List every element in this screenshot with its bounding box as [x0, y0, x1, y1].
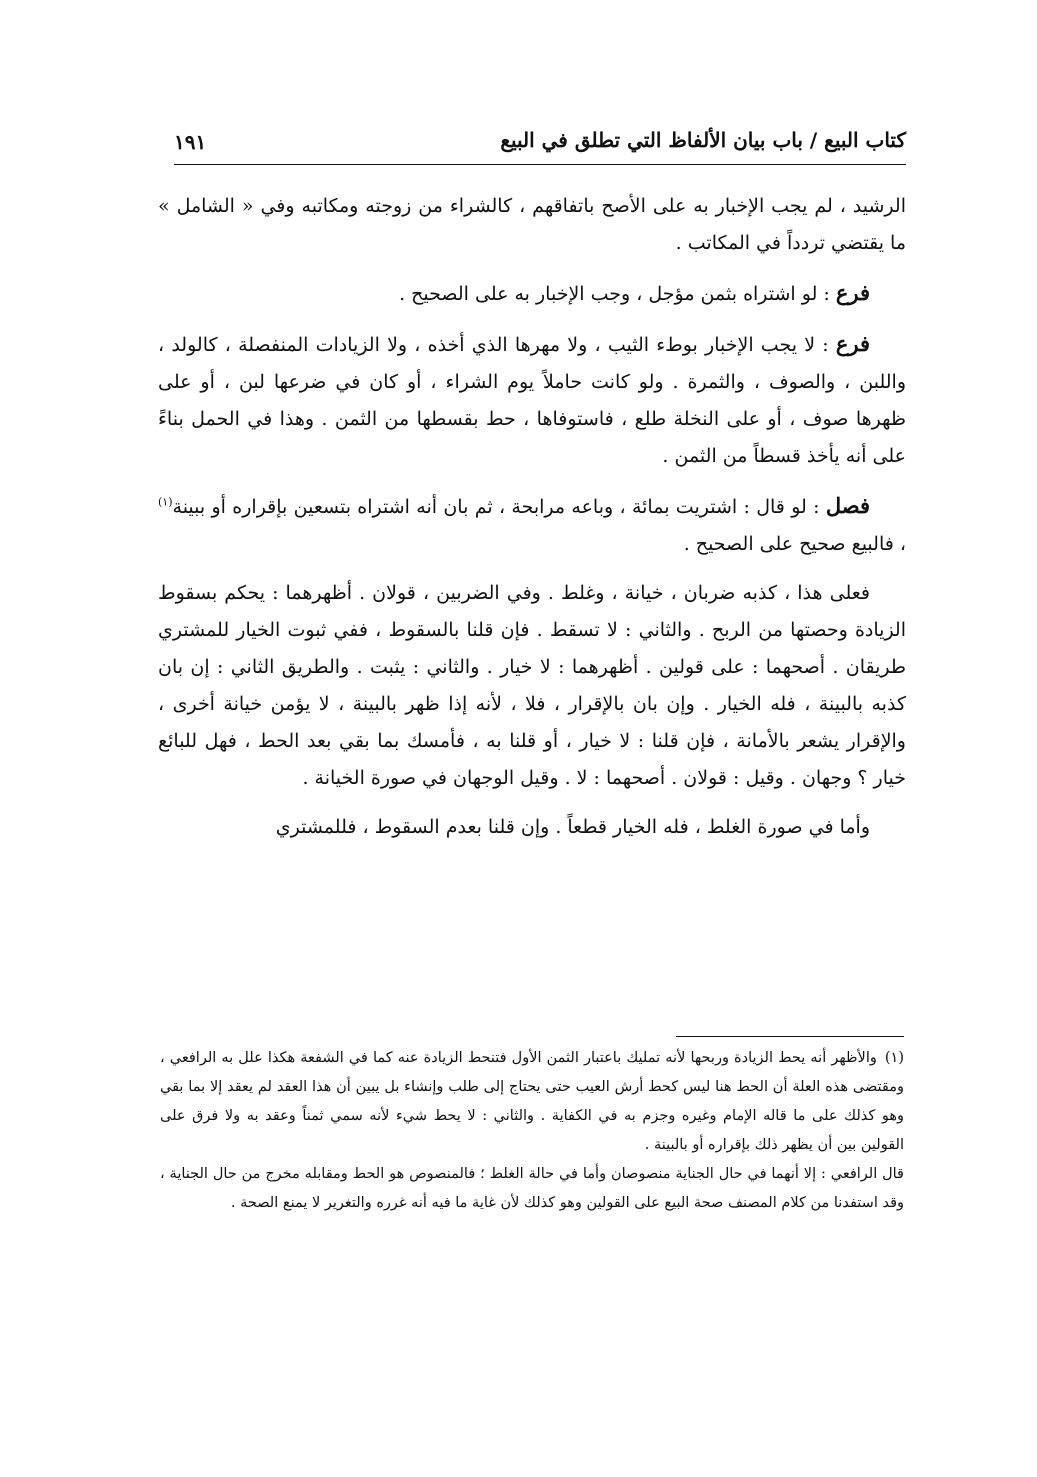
page-number: ١٩١: [174, 130, 207, 154]
footnotes: [160, 1044, 904, 1218]
paragraph-3: [158, 325, 906, 475]
paragraph-2: [158, 274, 906, 313]
paragraph-1: الرشيد ، لم يجب الإخبار به على الأصح باتفاقهم ، كالشراء من زوجته ومكاتبه وفي « الشامل » ما يقتضي تردداً في المكاتب .: [158, 195, 906, 254]
paragraph-5: فعلى هذا ، كذبه ضربان ، خيانة ، وغلط . وفي الضربين ، قولان . أظهرهما : يحكم بسقوط الزيادة وحصتها من الربح . والثاني : لا تسقط . فإن قلنا بالسقوط ، ففي ثبوت الخيار للمشتري طريقان . أصحهما : على قولين . أظهرهما : لا خيار . والثاني : يثبت . والطريق الثاني : إن بان كذبه بالبينة ، فله الخيار . وإن بان بالإقرار ، فلا ، لأنه إذا ظهر بالبينة ، لا يؤمن خيانة أخرى ، والإقرار يشعر بالأمانة ، فإن قلنا : لا خيار ، أو قلنا به ، فأمسك بما بقي بعد الحط ، فهل للبائع خيار ؟ وجهان . وقيل : قولان . أصحهما : لا . وقيل الوجهان في صورة الخيانة .: [158, 582, 906, 789]
paragraph-4: [158, 487, 906, 563]
paragraph-4-text: : لو قال : اشتريت بمائة ، وباعه مرابحة ، ثم بان أنه اشتراه بتسعين بإقراره أو ببينة: [172, 496, 826, 518]
footnote-1: [160, 1044, 904, 1160]
paragraph-4-end: ، فالبيع صحيح على الصحيح .: [683, 533, 906, 555]
paragraph-4-lead: فصل: [825, 493, 870, 518]
footnote-divider: [676, 1036, 904, 1037]
footnote-reference: (١): [158, 495, 173, 509]
footnote-marker: (١): [884, 1050, 904, 1066]
paragraph-3-lead: فرع: [835, 331, 870, 356]
page-header: [174, 128, 906, 165]
footnote-1-continuation: قال الرافعي : إلا أنهما في حال الجناية منصوصان وأما في حالة الغلط ؛ فالمنصوص هو الحط ومقابله مخرج من حال الجناية ، وقد استفدنا من كلام المصنف صحة البيع على القولين وهو كذلك لأن غاية ما فيه أنه غرره والتغرير لا يمنع الصحة .: [160, 1166, 904, 1211]
running-title: كتاب البيع / باب بيان الألفاظ التي تطلق في البيع: [500, 128, 906, 152]
paragraph-2-lead: فرع: [835, 280, 870, 305]
footnote-1-text: والأظهر أنه يحط الزيادة وربحها لأنه تمليك باعتبار الثمن الأول فتنحط الزيادة عنه كما في الشفعة هكذا علل به الرافعي ، ومقتضى هذه العلة أن الحط هنا ليس كحط أرش العيب حتى يحتاج إلى طلب وإنشاء بل يبين أن هذا العقد لم يعقد إلا بما بقي وهو كذلك على ما قاله الإمام وغيره وجزم به في الكفاية . والثاني : لا يحط شيء لأنه سمي ثمناً وعقد به ولا فرق على القولين بين أن يظهر ذلك بإقراره أو بالبينة .: [160, 1050, 904, 1153]
main-text: [158, 188, 906, 858]
paragraph-6: وأما في صورة الغلط ، فله الخيار قطعاً . وإن قلنا بعدم السقوط ، فللمشتري: [275, 816, 870, 838]
paragraph-3-text: : لا يجب الإخبار بوطء الثيب ، ولا مهرها الذي أخذه ، ولا الزيادات المنفصلة ، كالولد ، واللبن ، والصوف ، والثمرة . ولو كانت حاملاً يوم الشراء ، أو كان في ضرعها لبن ، أو على ظهرها صوف ، أو على النخلة طلع ، فاستوفاها ، حط بقسطها من الثمن . وهذا في الحمل بناءً على أنه يأخذ قسطاً من الثمن .: [158, 334, 906, 467]
paragraph-2-text: : لو اشتراه بثمن مؤجل ، وجب الإخبار به على الصحيح .: [399, 283, 836, 305]
